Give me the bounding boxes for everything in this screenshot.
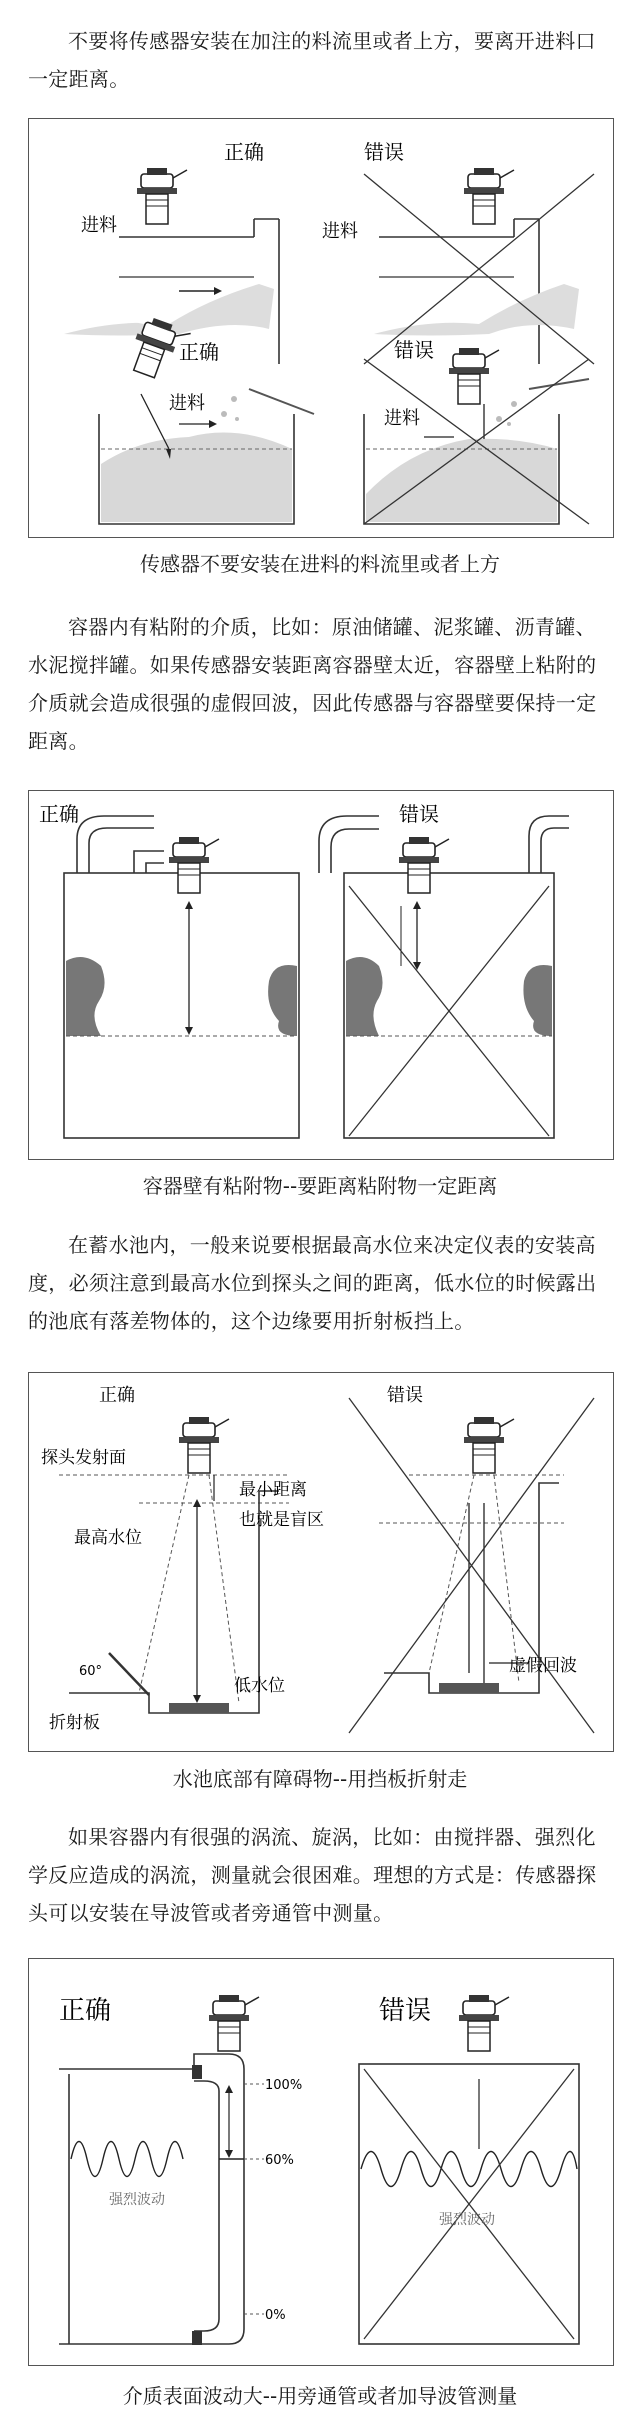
intro-paragraph-1: 不要将传感器安装在加注的料流里或者上方，要离开进料口一定距离。 xyxy=(28,29,596,91)
label-false-echo: 虚假回波 xyxy=(509,1656,577,1676)
label-correct-basin: 正确 xyxy=(99,1385,135,1406)
label-wrong-basin: 错误 xyxy=(387,1385,423,1406)
intro-paragraph-4: 如果容器内有很强的涡流、旋涡，比如：由搅拌器、强烈化学反应造成的涡流，测量就会很困难。理想的方式是：传感器探头可以安装在导波管或者旁通管中测量。 xyxy=(28,1825,597,1925)
feed-correct-bottom xyxy=(99,315,314,524)
label-min-distance: 最小距离 xyxy=(239,1480,307,1500)
caption-4: 介质表面波动大--用旁通管或者加导波管测量 xyxy=(122,2384,518,2408)
caption-1: 传感器不要安装在进料的料流里或者上方 xyxy=(140,552,500,576)
diagram-panel-basin xyxy=(28,1372,614,1752)
turbulence-wrong xyxy=(359,1995,579,2344)
label-feed-a: 进料 xyxy=(81,215,117,236)
label-max-level: 最高水位 xyxy=(74,1528,142,1548)
label-p100: 100% xyxy=(265,2078,303,2093)
feed-wrong-bottom xyxy=(364,338,589,524)
label-feed-c: 进料 xyxy=(169,393,205,414)
label-turb-b: 强烈波动 xyxy=(439,2212,495,2228)
label-probe-face: 探头发射面 xyxy=(41,1448,126,1468)
adhesion-wrong xyxy=(319,802,569,1138)
caption-3: 水池底部有障碍物--用挡板折射走 xyxy=(172,1767,468,1791)
adhesion-correct xyxy=(39,802,299,1138)
diagram-panel-adhesion xyxy=(28,790,614,1160)
label-feed-b: 进料 xyxy=(322,221,358,242)
diagram-panel-turbulence xyxy=(28,1958,614,2366)
label-p60: 60% xyxy=(265,2153,294,2168)
intro-paragraph-3: 在蓄水池内，一般来说要根据最高水位来决定仪表的安装高度，必须注意到最高水位到探头之间的距离，低水位的时候露出的池底有落差物体的，这个边缘要用折射板挡上。 xyxy=(28,1233,597,1333)
label-deflector: 折射板 xyxy=(49,1713,100,1733)
label-wrong-bottom: 错误 xyxy=(394,338,434,362)
intro-paragraph-2: 容器内有粘附的介质，比如：原油储罐、泥浆罐、沥青罐、水泥搅拌罐。如果传感器安装距离容器壁太近，容器壁上粘附的介质就会造成很强的虚假回波，因此传感器与容器壁要保持一定距离。 xyxy=(28,615,597,753)
label-feed-d: 进料 xyxy=(384,408,420,429)
diagram-panel-feed xyxy=(28,118,614,538)
label-wrong-turb: 错误 xyxy=(379,1996,432,2026)
label-correct-turb: 正确 xyxy=(59,1996,112,2026)
label-p0: 0% xyxy=(265,2308,286,2323)
feed-diagram xyxy=(29,119,615,539)
label-wrong-top: 错误 xyxy=(364,140,404,164)
label-angle: 60° xyxy=(79,1664,103,1679)
turbulence-correct xyxy=(59,1995,302,2345)
feed-wrong-top xyxy=(322,140,594,364)
caption-2: 容器壁有粘附物--要距离粘附物一定距离 xyxy=(142,1174,498,1198)
label-correct-bottom: 正确 xyxy=(179,340,219,364)
label-blind-zone: 也就是盲区 xyxy=(239,1510,324,1530)
label-correct-adhesion: 正确 xyxy=(39,802,79,826)
label-low-level: 低水位 xyxy=(234,1676,285,1696)
basin-wrong xyxy=(349,1385,594,1733)
basin-correct xyxy=(41,1385,324,1733)
label-turb-a: 强烈波动 xyxy=(109,2192,165,2208)
label-wrong-adhesion: 错误 xyxy=(399,802,439,826)
label-correct-top: 正确 xyxy=(224,140,264,164)
